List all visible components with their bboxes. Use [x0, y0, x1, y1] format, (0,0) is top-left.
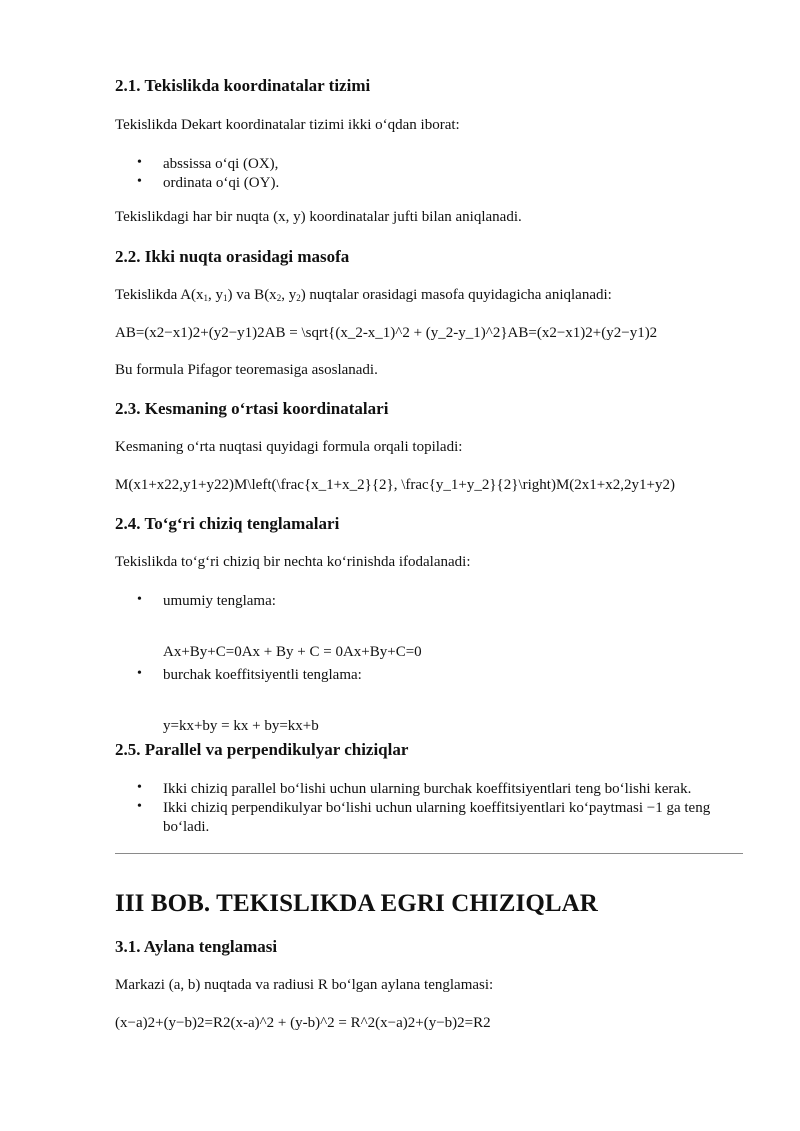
- list-item-text: burchak koeffitsiyentli tenglama:: [163, 667, 362, 683]
- list-item-text: Ikki chiziq parallel bo‘lishi uchun ularning burchak koeffitsiyentlari teng bo‘lishi kerak.: [163, 781, 692, 797]
- list-item-text: ordinata o‘qi (OY).: [163, 175, 280, 191]
- bullet: •: [137, 780, 142, 795]
- bullet: •: [137, 174, 142, 189]
- section-heading-2-5: 2.5. Parallel va perpendikulyar chiziqlar: [115, 740, 409, 759]
- paragraph: Markazi (a, b) nuqtada va radiusi R bo‘lgan aylana tenglamasi:: [115, 977, 494, 993]
- paragraph: Kesmaning o‘rta nuqtasi quyidagi formula orqali topiladi:: [115, 439, 463, 455]
- bullet: •: [137, 592, 142, 607]
- list-item-text: Ikki chiziq perpendikulyar bo‘lishi uchun ularning koeffitsiyentlari ko‘paytmasi −1 ga teng bo‘ladi.: [163, 800, 711, 835]
- paragraph: Bu formula Pifagor teoremasiga asoslanadi.: [115, 362, 378, 378]
- section-heading-2-1: 2.1. Tekislikda koordinatalar tizimi: [115, 76, 371, 95]
- paragraph-points: Tekislikda $A(x_1$, $y_1$) va $B(x_2$, $y_2$) nuqtalar orasidagi masofa quyidagicha aniqlanadi:: [115, 287, 612, 303]
- bullet: •: [137, 155, 142, 170]
- formula-slope-line: y=kx+by = kx + by=kx+b: [163, 718, 319, 734]
- section-heading-2-3: 2.3. Kesmaning o‘rtasi koordinatalari: [115, 399, 389, 418]
- bullet: •: [137, 799, 142, 814]
- section-heading-2-4: 2.4. To‘g‘ri chiziq tenglamalari: [115, 514, 340, 533]
- paragraph: Tekislikdagi har bir nuqta (x, y) koordinatalar jufti bilan aniqlanadi.: [115, 209, 522, 225]
- horizontal-divider: [115, 853, 743, 854]
- formula-distance: AB=(x2−x1)2+(y2−y1)2AB = \sqrt{(x_2-x_1)^2 + (y_2-y_1)^2}AB=(x2−x1)2+(y2−y1)2: [115, 325, 658, 341]
- paragraph: Tekislikda Dekart koordinatalar tizimi ikki o‘qdan iborat:: [115, 117, 460, 133]
- formula-general-line: Ax+By+C=0Ax + By + C = 0Ax+By+C=0: [163, 644, 422, 660]
- chapter-title: III BOB. TEKISLIKDA EGRI CHIZIQLAR: [115, 890, 598, 917]
- paragraph: Tekislikda to‘g‘ri chiziq bir nechta ko‘rinishda ifodalanadi:: [115, 554, 471, 570]
- formula-circle: (x−a)2+(y−b)2=R2(x-a)^2 + (y-b)^2 = R^2(x−a)2+(y−b)2=R2: [115, 1015, 491, 1031]
- bullet: •: [137, 666, 142, 681]
- list-item-text: umumiy tenglama:: [163, 593, 276, 609]
- formula-midpoint: M(x1+x22,y1+y22)M\left(\frac{x_1+x_2}{2}, \frac{y_1+y_2}{2}\right)M(2x1+x2,2y1+y2): [115, 477, 675, 493]
- section-heading-2-2: 2.2. Ikki nuqta orasidagi masofa: [115, 247, 350, 266]
- section-heading-3-1: 3.1. Aylana tenglamasi: [115, 937, 278, 956]
- list-item-text: abssissa o‘qi (OX),: [163, 156, 279, 172]
